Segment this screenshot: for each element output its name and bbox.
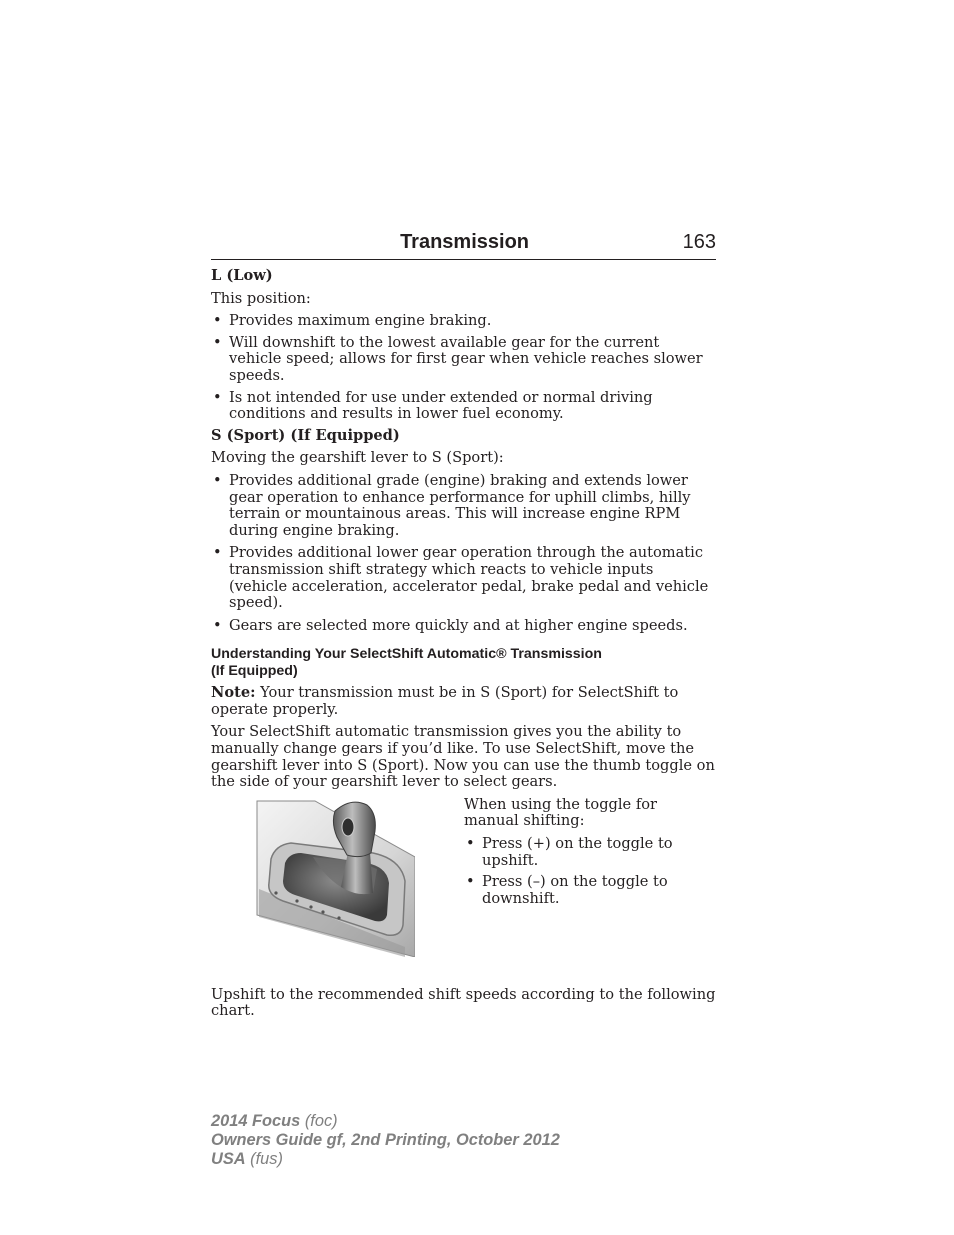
bullet-icon: •	[213, 388, 222, 406]
bullet-icon: •	[466, 835, 475, 853]
main-content	[211, 268, 716, 1020]
list-item: • Is not intended for use under extended or normal driving conditions and results in lower fuel economy.	[213, 388, 653, 423]
figure-row	[211, 797, 716, 977]
selectshift-body: Your SelectShift automatic transmission gives you the ability to manually change gears if you’d like. To use SelectShift, move the gearshift lever into S (Sport). Now you can use the thumb toggle on the side of your gearshift lever to select gears.	[211, 723, 715, 791]
sport-heading: S (Sport) (If Equipped)	[211, 426, 400, 444]
closing-paragraph: Upshift to the recommended shift speeds according to the following chart.	[211, 985, 716, 1020]
toggle-bullet-list	[464, 836, 716, 907]
footer-guide-line: Owners Guide gf, 2nd Printing, October 2012	[211, 1131, 560, 1149]
note-label: Note:	[211, 684, 256, 702]
bullet-icon: •	[213, 333, 222, 351]
footer-model-line: 2014 Focus (foc)	[211, 1112, 338, 1130]
list-item: • Provides additional lower gear operation through the automatic transmission shift strategy which reacts to vehicle inputs (vehicle acceleration, accelerator pedal, brake pedal and vehicle speed).	[213, 544, 709, 612]
note-text: Your transmission must be in S (Sport) for SelectShift to operate properly.	[211, 684, 679, 718]
bullet-icon: •	[213, 312, 222, 330]
bullet-icon: •	[213, 616, 222, 634]
low-intro: This position:	[211, 289, 311, 307]
footer-region-line: USA (fus)	[211, 1150, 283, 1168]
toggle-intro: When using the toggle for manual shifting:	[464, 795, 657, 830]
gearshift-lever-icon	[255, 797, 415, 957]
list-item: • Press (+) on the toggle to upshift.	[466, 835, 673, 869]
low-bullet-list	[211, 313, 716, 423]
bullet-icon: •	[466, 873, 475, 891]
sport-intro: Moving the gearshift lever to S (Sport):	[211, 449, 504, 467]
note-paragraph	[211, 685, 716, 718]
gearshift-illustration	[255, 797, 415, 957]
page-header	[211, 229, 716, 260]
section-title: Transmission	[400, 231, 529, 253]
list-item: • Provides additional grade (engine) braking and extends lower gear operation to enhance performance for uphill climbs, hilly terrain or mountainous areas. This will increase engine RPM during engine braking.	[213, 471, 691, 539]
low-heading: L (Low)	[211, 267, 273, 284]
sport-bullet-list	[211, 473, 716, 634]
selectshift-heading: Understanding Your SelectShift Automatic® Transmission (If Equipped)	[211, 646, 602, 680]
bullet-icon: •	[213, 544, 222, 562]
list-item: • Will downshift to the lowest available gear for the current vehicle speed; allows for first gear when vehicle reaches slower speeds.	[213, 333, 703, 384]
page-footer	[211, 1112, 560, 1169]
list-item: • Gears are selected more quickly and at higher engine speeds.	[213, 616, 688, 634]
list-item: • Provides maximum engine braking.	[213, 312, 492, 330]
page-number: 163	[682, 231, 716, 253]
list-item: • Press (–) on the toggle to downshift.	[466, 873, 668, 907]
bullet-icon: •	[213, 471, 222, 489]
toggle-instructions	[464, 797, 716, 908]
